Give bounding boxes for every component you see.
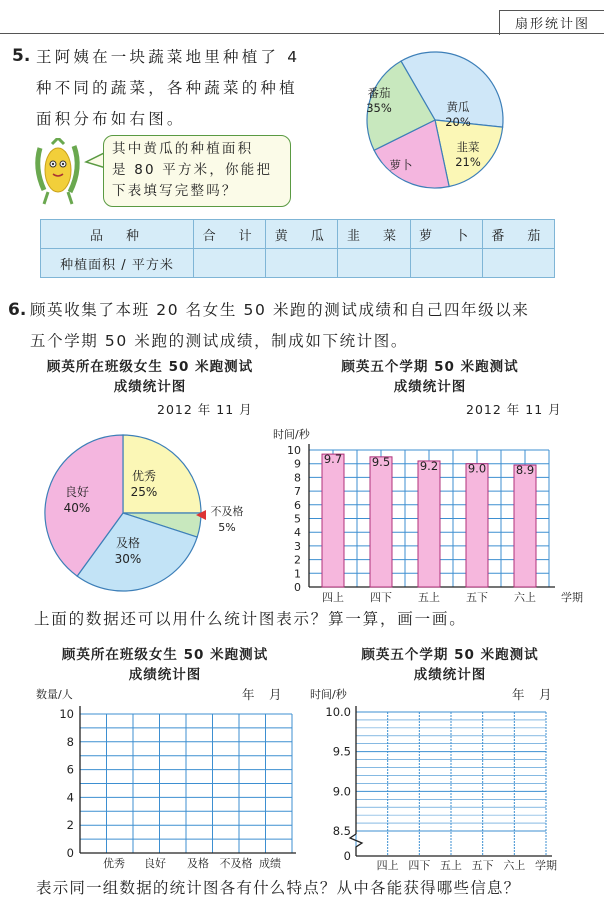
pie-label: 良好 <box>64 485 90 499</box>
y-tick-label: 1 <box>294 567 301 581</box>
bar <box>466 461 488 587</box>
blank-right-title-line-2: 成绩统计图 <box>413 667 487 683</box>
table-blank-cell[interactable] <box>410 249 482 278</box>
table-header-row <box>41 220 555 249</box>
y-tick-label: 9 <box>294 457 301 471</box>
pie-value-label: 25% <box>130 485 158 499</box>
y-tick-label: 6 <box>66 762 74 777</box>
y-tick-label: 10 <box>287 444 301 457</box>
y-tick-label: 5 <box>294 512 301 526</box>
bubble-line-2: 是 80 平方米，你能把 <box>112 162 273 178</box>
q5-line-1: 王阿姨在一块蔬菜地里种植了 4 <box>36 48 301 66</box>
bar <box>418 458 440 587</box>
blank-left-date: 年 月 <box>242 687 283 702</box>
x-tick-label: 五下 <box>471 859 494 872</box>
bar-value-label: 9.2 <box>419 458 439 473</box>
table-header-cell: 韭 菜 <box>338 220 410 249</box>
x-tick-label: 优秀 <box>103 857 125 870</box>
blank-left-title-line-2: 成绩统计图 <box>128 667 202 683</box>
table-header-cell: 萝 卜 <box>410 220 482 249</box>
q6-line-2: 五个学期 50 米跑的测试成绩，制成如下统计图。 <box>30 332 408 350</box>
bar-value-label: 9.0 <box>467 461 487 476</box>
bar-date: 2012 年 11 月 <box>466 402 562 417</box>
table-header-cell: 番 茄 <box>482 220 554 249</box>
y-tick-label: 8 <box>66 734 74 749</box>
x-tick-label: 五下 <box>466 591 488 604</box>
hint-bubble <box>103 135 291 207</box>
x-tick-label: 四下 <box>370 591 392 604</box>
bar-value-label: 8.9 <box>515 463 535 478</box>
x-tick-label: 五上 <box>418 591 440 604</box>
x-tick-label: 良好 <box>144 857 166 870</box>
y-axis-label: 数量/人 <box>36 688 73 701</box>
pie-value-label: 40% <box>63 501 91 515</box>
bar-title <box>305 357 555 397</box>
pie-label: 番茄 <box>367 86 391 100</box>
x-tick-label: 四上 <box>322 591 344 604</box>
bar-value-label: 9.7 <box>323 452 343 467</box>
x-tick-label: 不及格 <box>219 857 253 870</box>
pie-label: 萝卜 <box>389 158 413 172</box>
bar-title-line-2: 成绩统计图 <box>393 379 467 395</box>
pie-label: 不及格 <box>210 505 244 518</box>
y-tick-label: 0 <box>66 846 74 860</box>
table-header-cell: 黄 瓜 <box>266 220 338 249</box>
bubble-line-3: 下表填写完整吗？ <box>112 183 238 199</box>
y-tick-label: 4 <box>294 526 301 540</box>
q6-question-1: 上面的数据还可以用什么统计图表示？算一算，画一画。 <box>34 610 467 628</box>
blank-right-title <box>330 645 570 685</box>
table-blank-cell[interactable] <box>338 249 410 278</box>
running-pie-chart <box>20 420 260 600</box>
y-tick-label: 6 <box>294 498 301 512</box>
bubble-line-1: 其中黄瓜的种植面积 <box>112 141 254 157</box>
y-tick-label: 2 <box>66 818 74 833</box>
y-tick-label: 0 <box>294 581 301 594</box>
pie-date: 2012 年 11 月 <box>157 402 253 417</box>
blank-right-grid[interactable] <box>308 686 598 876</box>
table-row-label: 种植面积 / 平方米 <box>41 249 194 278</box>
page-header <box>0 0 604 34</box>
x-tick-label: 四下 <box>408 859 431 872</box>
q6-text <box>30 295 600 357</box>
bar <box>322 454 344 587</box>
x-tick-label: 五上 <box>440 859 462 872</box>
pie-value-label: 35% <box>366 101 392 115</box>
y-axis-label: 时间/秒 <box>310 688 347 701</box>
bar <box>370 454 392 587</box>
x-tick-label: 及格 <box>187 857 209 870</box>
bar <box>514 465 536 587</box>
x-tick-label: 六上 <box>503 859 526 872</box>
q5-line-3: 面积分布如右图。 <box>36 110 186 128</box>
pie-value-label: 20% <box>445 115 471 129</box>
pie-title-line-2: 成绩统计图 <box>113 379 187 395</box>
y-tick-label: 10 <box>59 707 74 721</box>
y-tick-label: 8.5 <box>332 824 351 838</box>
x-tick-label: 成绩 <box>259 857 281 870</box>
table-blank-cell[interactable] <box>194 249 266 278</box>
x-axis-label: 学期 <box>561 591 583 604</box>
running-bar-chart <box>265 420 595 605</box>
y-tick-label: 3 <box>294 539 301 553</box>
bar-title-line-1: 顾英五个学期 50 米跑测试 <box>341 359 519 375</box>
q5-text <box>36 42 336 135</box>
table-row <box>41 249 555 278</box>
pie-value-label: 30% <box>114 552 142 566</box>
y-tick-label: 0 <box>343 849 351 863</box>
section-title: 扇形统计图 <box>514 17 590 32</box>
pie-title-line-1: 顾英所在班级女生 50 米跑测试 <box>46 359 254 375</box>
q6-question-2: 表示同一组数据的统计图各有什么特点？从中各能获得哪些信息？ <box>36 879 521 897</box>
pie-label: 黄瓜 <box>446 100 470 114</box>
table-header-cell: 合 计 <box>194 220 266 249</box>
q5-number: 5. <box>12 46 31 66</box>
table-blank-cell[interactable] <box>482 249 554 278</box>
blank-left-grid[interactable] <box>30 686 300 876</box>
x-tick-label: 四上 <box>376 859 399 872</box>
y-tick-label: 10.0 <box>325 705 351 719</box>
q5-line-2: 种不同的蔬菜，各种蔬菜的种植 <box>36 79 298 97</box>
vegetable-pie-chart <box>355 45 515 195</box>
x-tick-label: 六上 <box>514 591 536 604</box>
y-tick-label: 9.5 <box>332 744 351 759</box>
pie-label: 韭菜 <box>456 140 480 154</box>
q6-line-1: 顾英收集了本班 20 名女生 50 米跑的测试成绩和自己四年级以来 <box>30 301 530 319</box>
y-axis-label: 时间/秒 <box>273 428 310 441</box>
blank-right-date: 年 月 <box>512 687 553 702</box>
blank-left-title <box>35 645 295 685</box>
y-tick-label: 4 <box>66 790 74 805</box>
y-tick-label: 7 <box>294 485 301 499</box>
table-header-cell: 品 种 <box>41 220 194 249</box>
y-tick-label: 2 <box>294 553 301 567</box>
bar-value-label: 9.5 <box>371 454 391 469</box>
pie-value-label: 5% <box>218 521 236 534</box>
x-tick-label: 学期 <box>535 859 557 872</box>
pie-value-label: 21% <box>455 155 481 169</box>
q6-number: 6. <box>8 300 27 320</box>
corn-mascot-icon <box>30 138 86 206</box>
y-tick-label: 9.0 <box>332 784 351 799</box>
pie-title <box>20 357 280 397</box>
pie-label: 优秀 <box>131 469 157 483</box>
pie-label: 及格 <box>115 536 141 550</box>
y-tick-label: 8 <box>294 471 301 485</box>
blank-left-title-line-1: 顾英所在班级女生 50 米跑测试 <box>61 647 269 663</box>
table-blank-cell[interactable] <box>266 249 338 278</box>
q5-table <box>40 219 555 278</box>
blank-right-title-line-1: 顾英五个学期 50 米跑测试 <box>361 647 539 663</box>
